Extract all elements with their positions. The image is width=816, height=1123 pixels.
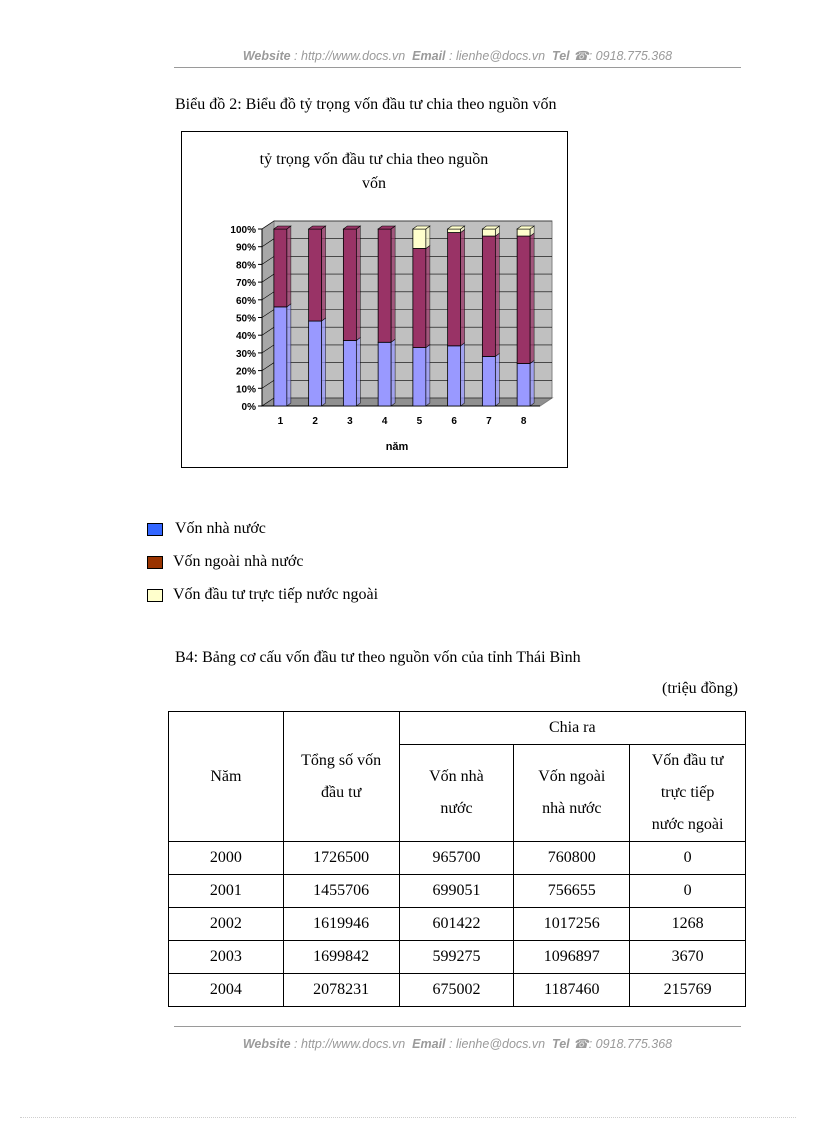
- legend-label: Vốn nhà nước: [175, 520, 266, 537]
- bar-side: [461, 343, 465, 406]
- legend-swatch: [147, 556, 163, 569]
- x-tick-label: 2: [312, 416, 318, 427]
- header-divider: [174, 67, 741, 68]
- email-label: Email: [412, 49, 446, 63]
- x-tick-label: 8: [520, 416, 527, 427]
- bar-segment: [343, 341, 356, 406]
- legend-item: [147, 520, 266, 538]
- legend-label: Vốn đầu tư trực tiếp nước ngoài: [173, 586, 379, 603]
- chart-title-line-1: tỷ trọng vốn đầu tư chia theo nguồn: [259, 151, 489, 168]
- page-edge: [20, 1117, 796, 1118]
- y-tick-label: 30%: [235, 348, 256, 360]
- y-tick-label: 0%: [241, 402, 256, 413]
- bar-segment: [378, 342, 391, 406]
- y-tick-label: 40%: [235, 331, 256, 343]
- bar-segment: [309, 229, 322, 321]
- bar-segment: [517, 229, 530, 236]
- bar-side: [356, 338, 360, 406]
- header-total: Tổng số vốn đầu tư: [283, 712, 399, 842]
- table-row: 2004 2078231 675002 1187460 215769: [169, 974, 746, 1007]
- phone-icon: ☎: [573, 49, 589, 63]
- bar-side: [426, 226, 430, 248]
- website-url[interactable]: : http://www.docs.vn: [294, 1037, 406, 1051]
- y-tick-label: 80%: [235, 260, 256, 272]
- legend-item: [147, 586, 378, 604]
- table-row: 2001 1455706 699051 756655 0: [169, 875, 746, 908]
- y-tick-label: 90%: [235, 242, 256, 254]
- x-tick-label: 7: [486, 416, 492, 427]
- x-tick-label: 1: [277, 416, 284, 427]
- page-header: [174, 48, 741, 63]
- bar-side: [391, 339, 395, 406]
- legend-swatch: [147, 589, 163, 602]
- x-tick-label: 4: [381, 416, 388, 427]
- y-tick-label: 20%: [235, 366, 256, 378]
- x-tick-label: 5: [416, 416, 423, 427]
- chart-caption: Biểu đồ 2: Biểu đồ tỷ trọng vốn đầu tư chia theo nguồn vốn: [175, 96, 557, 113]
- website-url[interactable]: : http://www.docs.vn: [294, 49, 406, 63]
- y-tick-label: 60%: [235, 295, 256, 307]
- bar-segment: [413, 229, 426, 248]
- header-state: Vốn nhà nước: [399, 745, 514, 842]
- bar-segment: [343, 229, 356, 341]
- y-tick-label: 70%: [235, 278, 256, 290]
- unit-label: (triệu đồng): [662, 680, 738, 697]
- chart-title-line-2: vốn: [362, 175, 386, 192]
- footer-divider: [174, 1026, 741, 1027]
- email-value[interactable]: : lienhe@docs.vn: [449, 49, 546, 63]
- bar-side: [461, 230, 465, 346]
- x-tick-label: 3: [347, 416, 353, 427]
- legend-item: [147, 553, 303, 571]
- investment-table: [168, 711, 746, 1007]
- y-tick-label: 100%: [230, 225, 256, 236]
- chart-frame: [181, 131, 568, 468]
- bar-segment: [309, 321, 322, 406]
- x-tick-label: 6: [451, 416, 457, 427]
- bar-side: [495, 233, 499, 356]
- table-row: 2002 1619946 601422 1017256 1268: [169, 908, 746, 941]
- page-footer: [174, 1036, 741, 1051]
- plot-floor: [262, 398, 552, 406]
- bar-side: [391, 226, 395, 342]
- bar-segment: [274, 229, 287, 307]
- y-tick-label: 50%: [235, 313, 256, 325]
- bar-side: [426, 345, 430, 406]
- tel-label: Tel: [552, 49, 570, 63]
- bar-side: [322, 318, 326, 406]
- bar-side: [356, 226, 360, 341]
- bar-segment: [448, 233, 461, 346]
- header-fdi: Vốn đầu tư trực tiếp nước ngoài: [630, 745, 746, 842]
- bar-side: [495, 353, 499, 406]
- bar-side: [530, 233, 534, 363]
- x-axis-label: năm: [385, 441, 409, 453]
- table-row: 2003 1699842 599275 1096897 3670: [169, 941, 746, 974]
- website-label: Website: [242, 49, 291, 63]
- bar-segment: [413, 248, 426, 347]
- header-year: Năm: [169, 712, 284, 842]
- tel-label: Tel: [552, 1037, 570, 1051]
- bar-side: [426, 245, 430, 347]
- website-label: Website: [242, 1037, 291, 1051]
- bar-segment: [517, 364, 530, 406]
- bar-side: [530, 361, 534, 406]
- bar-segment: [482, 229, 495, 236]
- stacked-bar-chart: [182, 132, 567, 467]
- bar-side: [322, 226, 326, 321]
- tel-value: : 0918.775.368: [588, 1037, 673, 1051]
- bar-segment: [517, 236, 530, 363]
- phone-icon: ☎: [573, 1037, 589, 1051]
- header-nonstate: Vốn ngoài nhà nước: [514, 745, 630, 842]
- bar-segment: [482, 236, 495, 356]
- bar-segment: [413, 348, 426, 406]
- table-row: 2000 1726500 965700 760800 0: [169, 842, 746, 875]
- bar-segment: [378, 229, 391, 342]
- email-value[interactable]: : lienhe@docs.vn: [449, 1037, 546, 1051]
- y-tick-label: 10%: [235, 384, 256, 396]
- bar-side: [287, 304, 291, 406]
- header-split: Chia ra: [399, 712, 745, 745]
- bar-segment: [482, 356, 495, 406]
- legend-label: Vốn ngoài nhà nước: [173, 553, 304, 570]
- table-caption: B4: Bảng cơ cấu vốn đầu tư theo nguồn vốn của tỉnh Thái Bình: [175, 649, 581, 666]
- bar-segment: [274, 307, 287, 406]
- email-label: Email: [412, 1037, 446, 1051]
- bar-segment: [448, 346, 461, 406]
- bar-side: [287, 226, 291, 307]
- legend-swatch: [147, 523, 163, 536]
- tel-value: : 0918.775.368: [588, 49, 673, 63]
- bar-segment: [448, 229, 461, 233]
